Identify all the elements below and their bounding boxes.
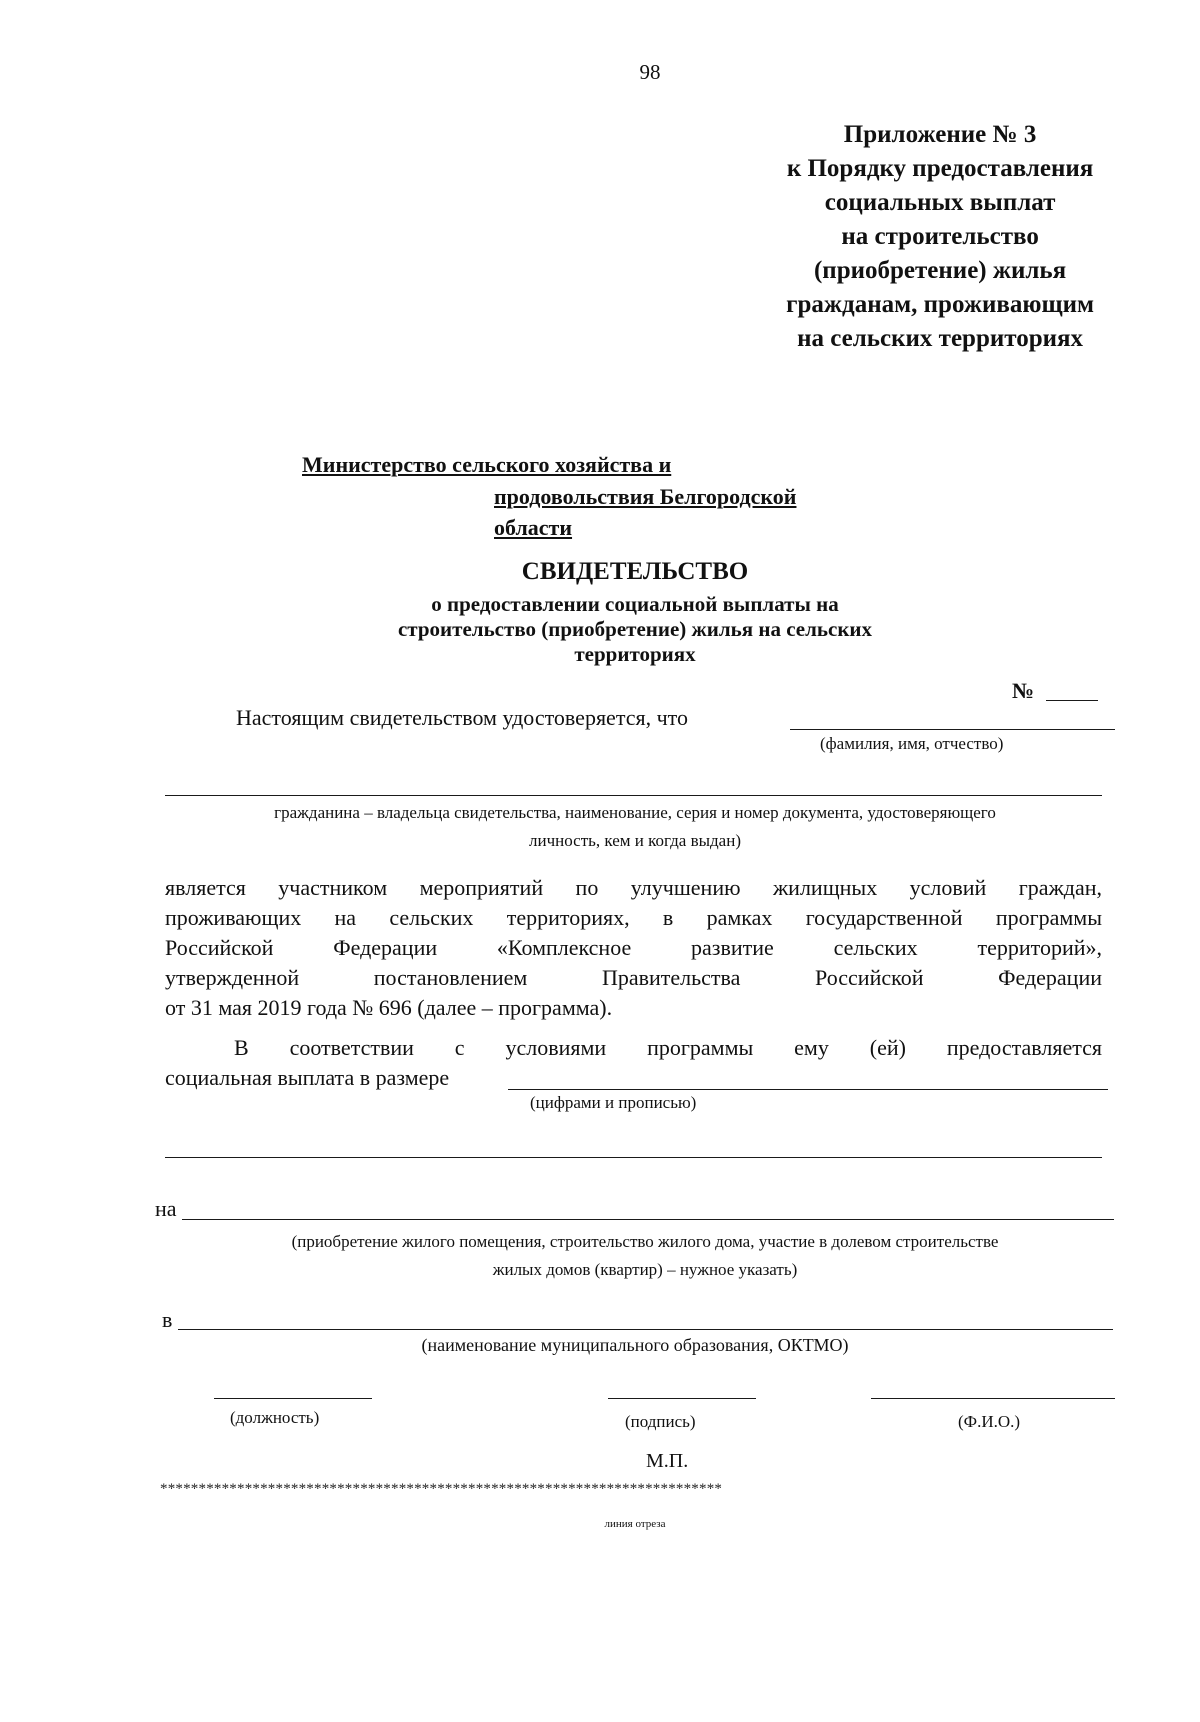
certificate-subtitle-1: о предоставлении социальной выплаты на (431, 592, 839, 616)
paragraph-1-line: проживающих на сельских территориях, в рамках государственной программы (165, 905, 1102, 930)
purpose-hint-2: жилых домов (квартир) – нужное указать) (492, 1260, 798, 1279)
paragraph-1-line: от 31 мая 2019 года № 696 (далее – программа). (165, 995, 613, 1020)
certificate-number-label: № (1012, 678, 1035, 703)
position-field[interactable] (214, 1398, 372, 1399)
paragraph-2-line-2: социальная выплата в размере (165, 1065, 450, 1090)
cut-line-stars: ************************************************************************* (160, 1481, 723, 1497)
paragraph-1-line: утвержденной постановлением Правительства Российской Федерации (165, 965, 1102, 990)
fio-hint: (фамилия, имя, отчество) (820, 734, 1004, 753)
name-field[interactable] (871, 1398, 1115, 1399)
location-field[interactable] (178, 1329, 1113, 1330)
ministry-line-1: Министерство сельского хозяйства и (302, 452, 672, 477)
page-number: 98 (639, 60, 661, 84)
ministry-line-3: области (494, 515, 573, 540)
appendix-line: на сельских территориях (797, 325, 1084, 352)
cut-line-label: линия отреза (604, 1518, 666, 1530)
purpose-field[interactable] (182, 1219, 1114, 1220)
purpose-prefix: на (155, 1196, 177, 1221)
stamp-place: М.П. (646, 1450, 689, 1472)
purpose-hint-1: (приобретение жилого помещения, строительство жилого дома, участие в долевом строительстве (291, 1232, 999, 1251)
position-hint: (должность) (230, 1408, 320, 1427)
fio-field[interactable] (790, 729, 1115, 730)
certificate-subtitle-3: территориях (574, 642, 696, 666)
signature-hint: (подпись) (625, 1412, 696, 1431)
holder-document-field[interactable] (165, 795, 1102, 796)
holder-intro: Настоящим свидетельством удостоверяется, что (236, 705, 688, 730)
holder-document-hint-2: личность, кем и когда выдан) (529, 831, 741, 850)
amount-field[interactable] (508, 1089, 1108, 1090)
appendix-line: Приложение № 3 (843, 121, 1037, 148)
location-prefix: в (162, 1307, 173, 1332)
holder-document-hint-1: гражданина – владельца свидетельства, наименование, серия и номер документа, удостоверяющего (274, 803, 996, 822)
amount-hint: (цифрами и прописью) (530, 1093, 697, 1112)
name-hint: (Ф.И.О.) (958, 1412, 1021, 1431)
appendix-line: на строительство (841, 223, 1039, 250)
certificate-title: СВИДЕТЕЛЬСТВО (521, 558, 749, 585)
certificate-subtitle-2: строительство (приобретение) жилья на сельских (397, 617, 873, 641)
amount-field-continuation[interactable] (165, 1157, 1102, 1158)
appendix-header (786, 118, 1094, 356)
paragraph-1-line: Российской Федерации «Комплексное развитие сельских территорий», (165, 935, 1102, 960)
signature-field[interactable] (608, 1398, 756, 1399)
appendix-line: (приобретение) жилья (813, 257, 1067, 284)
appendix-line: к Порядку предоставления (786, 155, 1094, 182)
appendix-line: гражданам, проживающим (786, 291, 1094, 318)
appendix-line: социальных выплат (824, 189, 1056, 216)
paragraph-2-line-1: В соответствии с условиями программы ему (ей) предоставляется (234, 1035, 1102, 1060)
certificate-number-field[interactable] (1046, 700, 1098, 701)
paragraph-1-line: является участником мероприятий по улучшению жилищных условий граждан, (165, 875, 1102, 900)
location-hint: (наименование муниципального образования, ОКТМО) (421, 1335, 849, 1355)
ministry-line-2: продовольствия Белгородской (494, 484, 797, 509)
